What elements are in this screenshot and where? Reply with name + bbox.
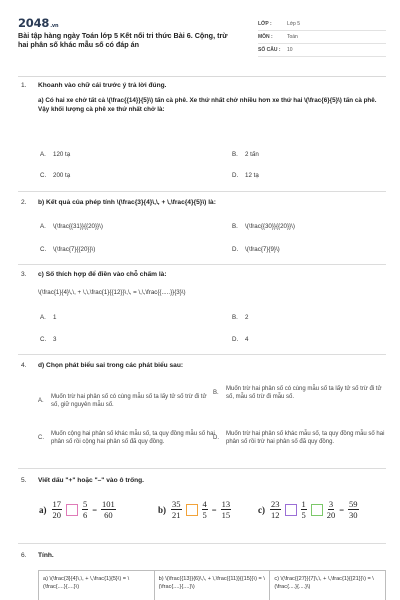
option-text: 2 (245, 314, 249, 321)
question-6 (18, 552, 386, 559)
question-text: b) Kết quả của phép tính \(\frac{3}{4}\,\, + \,\frac{4}{5}\) là: (38, 199, 216, 206)
numerator: 13 (221, 499, 231, 509)
question-instruction: Viết dấu "+" hoặc "–" vào ô trống. (38, 477, 144, 484)
option-text: Muốn trừ hai phân số có cùng mẫu số ta lấy tử số trừ đi tử số, mẫu số trừ đi mẫu số. (226, 386, 382, 401)
option-text: Muốn trừ hai phân số khác mẫu số, ta quy đồng mẫu số hai phân số rồi trừ hai phân số đã quy đồng. (226, 431, 385, 446)
meta-key: LỚP : (258, 21, 272, 27)
option-letter: B. (232, 314, 238, 321)
meta-row-subject (258, 31, 386, 44)
question-text: c) Số thích hợp để điền vào chỗ chấm là: (38, 271, 167, 278)
option-letter: B. (232, 151, 238, 158)
denominator: 15 (221, 510, 231, 520)
denominator: 5 (202, 510, 207, 520)
denominator: 12 (271, 510, 280, 520)
question-number: 6. (21, 552, 27, 559)
option-text: 120 tạ (53, 151, 71, 158)
fraction (52, 499, 63, 520)
exercise-c (258, 499, 361, 520)
denominator: 60 (104, 510, 113, 520)
meta-value: 10 (287, 47, 293, 53)
logo-suffix: .vn (50, 23, 59, 29)
meta-table (258, 18, 386, 57)
question-instruction: Tính. (38, 552, 54, 559)
question-5 (18, 477, 386, 484)
header-divider (18, 76, 386, 77)
numerator: 35 (172, 499, 181, 509)
option-letter: A. (40, 223, 46, 230)
meta-key: SỐ CÂU : (258, 47, 281, 53)
numerator: 59 (349, 499, 358, 509)
option-letter: C. (40, 246, 47, 253)
sign-box[interactable] (186, 504, 198, 516)
question-4 (18, 362, 386, 369)
sign-box[interactable] (66, 504, 78, 516)
question-3 (18, 271, 386, 296)
option-letter: C. (40, 336, 47, 343)
option-c[interactable] (40, 336, 56, 343)
question-number: 1. (21, 82, 27, 89)
denominator: 20 (326, 510, 336, 520)
worksheet-title: Bài tập hàng ngày Toán lớp 5 Kết nối tri thức Bài 6. Cộng, trừ hai phân số khác mẫu số có đáp án (18, 31, 228, 49)
option-letter: D. (232, 336, 239, 343)
exercise-label: c) (258, 504, 265, 515)
equals-sign: = (211, 504, 217, 515)
question-instruction: Khoanh vào chữ cái trước ý trả lời đúng. (38, 82, 167, 89)
option-text: 200 tạ (53, 172, 71, 179)
option-letter: D. (232, 246, 239, 253)
question-2 (18, 199, 386, 206)
meta-key: MÔN : (258, 34, 273, 40)
exercise-label: a) (39, 504, 47, 515)
section-separator (18, 191, 386, 192)
option-d[interactable] (232, 246, 280, 253)
option-b[interactable] (232, 151, 259, 158)
option-b[interactable] (213, 385, 386, 402)
option-text: \(\frac{7}{{20}}\) (53, 246, 96, 253)
fraction (171, 499, 182, 520)
question-number: 5. (21, 477, 27, 484)
numerator: 1 (301, 499, 306, 509)
numerator: 17 (52, 499, 61, 509)
option-text: \(\frac{7}{9}\) (245, 246, 280, 253)
option-letter: D. (232, 172, 239, 179)
option-c[interactable] (40, 172, 70, 179)
question-number: 2. (21, 199, 27, 206)
option-d[interactable] (213, 430, 386, 447)
table-cell: b) \(\frac{{13}}{6}\,\, + \,\frac{{11}}{{15}}\) = \(\frac{....}{....}\) (155, 571, 271, 600)
sign-box[interactable] (311, 504, 323, 516)
option-letter: D. (213, 435, 219, 442)
worksheet-header (18, 16, 386, 62)
fraction (348, 499, 359, 520)
site-logo[interactable] (18, 16, 58, 30)
logo-main: 2048 (18, 16, 50, 30)
option-c[interactable] (38, 430, 216, 447)
question-text: a) Có hai xe chở tất cả \(\frac{{14}}{5}\) tấn cà phê. Xe thứ nhất chở nhiều hơn xe thứ hai \(\frac{6}{5}\) tấn cà phê. Vậy khối lượng cà phê xe thứ nhất chở là: (38, 97, 377, 113)
denominator: 21 (172, 510, 181, 520)
option-text: \(\frac{{30}}{{20}}\) (245, 223, 295, 230)
option-text: 4 (245, 336, 249, 343)
exercise-label: b) (158, 504, 167, 515)
numerator: 4 (202, 499, 207, 509)
section-separator (18, 543, 386, 544)
sign-exercise-row (18, 489, 368, 529)
fraction (82, 499, 88, 520)
fraction (202, 499, 208, 520)
section-separator (18, 468, 386, 469)
denominator: 20 (52, 510, 61, 520)
question-text: d) Chọn phát biểu sai trong các phát biểu sau: (38, 362, 184, 369)
fraction (270, 499, 281, 520)
fraction (301, 499, 307, 520)
fraction (327, 499, 336, 520)
worksheet-page (18, 16, 386, 600)
option-d[interactable] (232, 172, 259, 179)
fraction (221, 499, 232, 520)
option-b[interactable] (232, 223, 295, 230)
numerator: 5 (83, 499, 88, 509)
option-letter: A. (40, 151, 46, 158)
option-c[interactable] (40, 246, 95, 253)
equals-sign: = (92, 504, 98, 515)
denominator: 6 (83, 510, 88, 520)
meta-value: Lớp 5 (287, 21, 301, 27)
option-b[interactable] (232, 314, 248, 321)
option-a[interactable] (40, 223, 103, 230)
option-text: 1 (53, 314, 57, 321)
numerator: 3 (328, 499, 334, 509)
table-cell: a) \(\frac{3}{4}\,\, + \,\frac{1}{5}\) = \(\frac{....}{....}\) (39, 571, 155, 600)
option-text: Muốn cộng hai phân số khác mẫu số, ta quy đồng mẫu số hai phân số rồi cộng hai phân số đã quy đồng. (51, 431, 215, 446)
option-letter: C. (40, 172, 47, 179)
meta-row-grade (258, 18, 386, 31)
option-text: Muốn trừ hai phân số có cùng mẫu số ta lấy tử số trừ đi tử số, giữ nguyên mẫu số. (51, 394, 207, 409)
calculation-table (38, 570, 386, 600)
option-letter: B. (213, 390, 219, 397)
exercise-a (39, 499, 118, 520)
meta-value: Toán (287, 34, 298, 40)
option-text: 2 tấn (245, 151, 259, 158)
section-separator (18, 264, 386, 265)
table-cell: c) \(\frac{{27}}{7}\,\, + \,\frac{1}{{21}}\) = \(\frac{....}{....}\) (274, 576, 374, 591)
meta-row-count (258, 44, 386, 57)
option-d[interactable] (232, 336, 248, 343)
math-expression: \(\frac{1}{4}\,\, + \,\,\frac{1}{{12}}\,\, = \,\,\frac{{.....}}{3}\) (38, 289, 186, 296)
option-text: \(\frac{{31}}{{20}}\) (53, 223, 103, 230)
option-text: 12 tạ (245, 172, 259, 179)
option-letter: A. (38, 398, 44, 405)
equals-sign: = (339, 504, 345, 515)
option-text: 3 (53, 336, 57, 343)
question-1 (18, 82, 386, 114)
option-a[interactable] (38, 393, 216, 410)
section-separator (18, 354, 386, 355)
option-a[interactable] (40, 314, 56, 321)
option-a[interactable] (40, 151, 70, 158)
option-letter: A. (40, 314, 46, 321)
exercise-b (158, 499, 233, 520)
denominator: 5 (301, 510, 306, 520)
numerator: 23 (271, 499, 280, 509)
denominator: 30 (349, 510, 358, 520)
numerator: 101 (102, 499, 115, 509)
fraction (101, 499, 116, 520)
option-letter: C. (38, 435, 44, 442)
question-number: 3. (21, 271, 27, 278)
option-letter: B. (232, 223, 238, 230)
sign-box[interactable] (285, 504, 297, 516)
question-number: 4. (21, 362, 27, 369)
